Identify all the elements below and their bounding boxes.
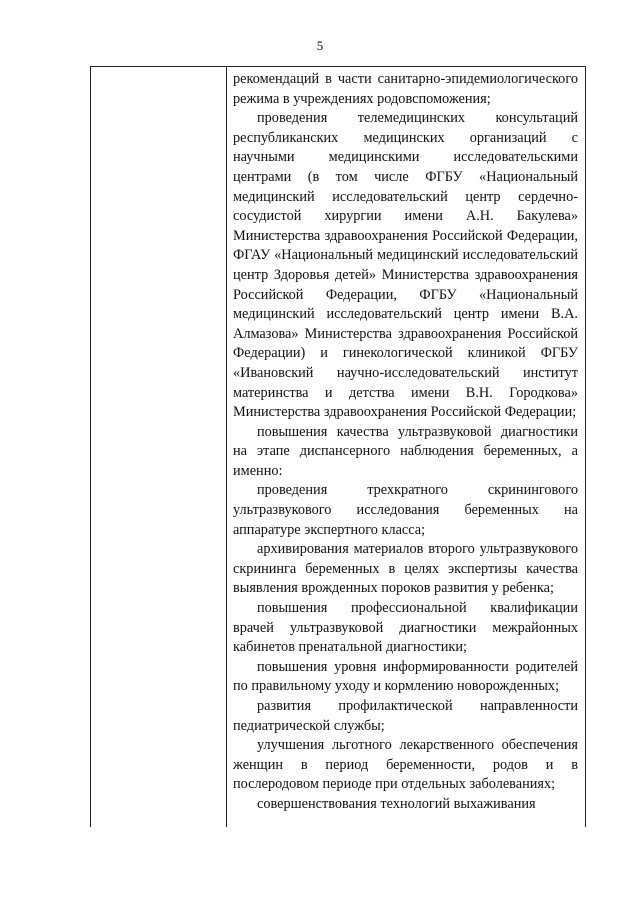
paragraph-triple-screening: проведения трехкратного скринингового ультразвукового исследования беременных на аппаратуре экспертного класса;	[233, 482, 578, 538]
page-number: 5	[316, 38, 324, 53]
paragraph-archiving: архивирования материалов второго ультразвукового скрининга беременных в целях экспертизы качества выявления врожденных пороков развития у ребенка;	[233, 541, 578, 597]
table-left-cell	[91, 67, 227, 827]
paragraph-ultrasound-quality: повышения качества ультразвуковой диагностики на этапе диспансерного наблюдения беременных, а именно:	[233, 423, 578, 479]
paragraph-sanitary: рекомендаций в части санитарно-эпидемиологического режима в учреждениях родовспоможения;	[233, 71, 578, 107]
paragraph-pediatric: развития профилактической направленности педиатрической службы;	[233, 698, 578, 734]
paragraph-parents-awareness: повышения уровня информированности родителей по правильному уходу и кормлению новорожденных;	[233, 658, 578, 695]
table-right-cell	[227, 67, 585, 827]
paragraph-qualification: повышения профессиональной квалификации врачей ультразвуковой диагностики межрайонных кабинетов пренатальной диагностики;	[233, 600, 578, 656]
paragraph-telemedicine: проведения телемедицинских консультаций республиканских медицинских организаций с научными медицинскими исследовательскими центрами (в том числе ФГБУ «Национальный медицинский исследовательский центр сердечно-сосудистой хирургии имени А.Н. Бакулева» Министерства здравоохранения Российской Федерации, ФГАУ «Национальный медицинский исследовательский центр Здоровья детей» Министерства здравоохранения Российской Федерации, ФГБУ «Национальный медицинский исследовательский центр имени В.А. Алмазова» Министерства здравоохранения Российской Федерации) и гинекологической клиникой ФГБУ «Ивановский научно-исследовательский институт материнства и детства имени В.Н. Городкова» Министерства здравоохранения Российской Федерации;	[233, 110, 578, 421]
document-table	[90, 66, 586, 827]
paragraph-nursing: совершенствования технологий выхаживания	[257, 795, 536, 812]
paragraph-medication: улучшения льготного лекарственного обеспечения женщин в период беременности, родов и в послеродовом периоде при отдельных заболеваниях;	[233, 737, 578, 793]
